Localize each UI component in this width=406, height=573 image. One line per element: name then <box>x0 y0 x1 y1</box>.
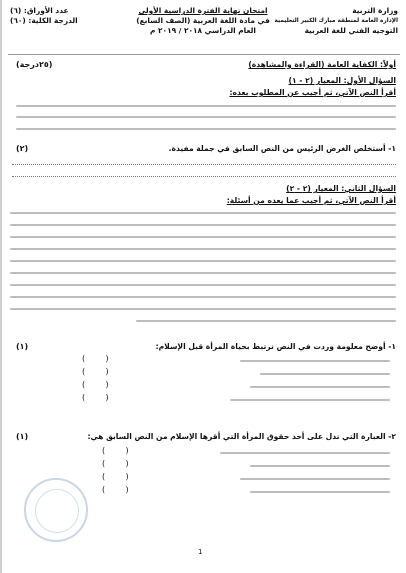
exam-subject: في مادة اللغة العربية (الصف السابع) <box>136 16 270 25</box>
option-text <box>250 386 390 388</box>
answer-box[interactable]: ( ) <box>82 367 109 376</box>
official-seal-icon <box>24 478 88 542</box>
ministry-line-3: التوجيه الفني للغة العربية <box>304 26 398 35</box>
q2-title: السؤال الثاني: المعيار (٢ - ٢) <box>286 184 396 193</box>
q1-answer-line[interactable] <box>12 164 396 165</box>
ministry-line-2: الإدارة العامة لمنطقة مبارك الكبير التعليمية <box>274 18 398 24</box>
page-number: 1 <box>198 548 203 556</box>
exam-title-block <box>120 6 286 36</box>
exam-header <box>10 6 398 50</box>
answer-box[interactable]: ( ) <box>102 485 129 494</box>
q2-instruction: أقرأ النص الآتي، ثم أجيب عما يعده من أسئلة: <box>226 196 396 205</box>
q2-task1: ١- أوضح معلومة وردت في النص ترتبط بحياة المرأة قبل الإسلام: <box>155 342 396 351</box>
q1-verse-line <box>16 105 396 107</box>
total-marks: الدرجة الكلية: (٦٠) <box>10 16 78 25</box>
option-text <box>230 399 390 401</box>
ministry-line-1: وزارة التربية <box>352 6 398 15</box>
q2-task1-marks: (١) <box>16 342 29 351</box>
answer-box[interactable]: ( ) <box>102 472 129 481</box>
q1-task-marks: (٢) <box>16 144 29 153</box>
exam-title: امتحان نهاية الفترة الدراسية الأولى <box>138 6 268 15</box>
answer-box[interactable]: ( ) <box>82 354 109 363</box>
q1-verse-line <box>16 128 396 130</box>
sheet-count: عدد الأوراق: (٦) <box>10 6 69 15</box>
answer-box[interactable]: ( ) <box>102 446 129 455</box>
exam-year: العام الدراسي ٢٠١٨ / ٢٠١٩ م <box>150 26 256 35</box>
q1-instruction: أقرأ النص الآتي، ثم أجيب عن المطلوب بعده: <box>229 88 396 97</box>
section-title: أولاً: الكفاية العامة (القراءة والمشاهدة) <box>248 60 396 69</box>
answer-box[interactable]: ( ) <box>82 393 109 402</box>
option-text <box>240 360 390 362</box>
exam-info-block <box>10 6 106 26</box>
answer-box[interactable]: ( ) <box>102 459 129 468</box>
option-text <box>220 452 390 454</box>
header-rule <box>8 54 400 55</box>
section-marks: (٢٥درجة) <box>16 60 53 69</box>
q1-task: ١- أستخلص الغرض الرئيس من النص السابق في جملة مفيدة. <box>168 144 396 153</box>
q2-task2: ٢- العبارة التي تدل على أحد حقوق المرأة التي أقرها الإسلام من النص السابق هي: <box>87 432 396 441</box>
option-text <box>240 478 390 480</box>
option-text <box>250 491 390 493</box>
q2-task2-marks: (١) <box>16 432 29 441</box>
option-text <box>260 373 390 375</box>
answer-box[interactable]: ( ) <box>82 380 109 389</box>
q1-title: السؤال الأول: المعيار (٢ - ١) <box>288 76 396 85</box>
option-text <box>250 465 390 467</box>
q1-answer-line[interactable] <box>12 176 396 177</box>
q1-verse-line <box>16 116 396 118</box>
